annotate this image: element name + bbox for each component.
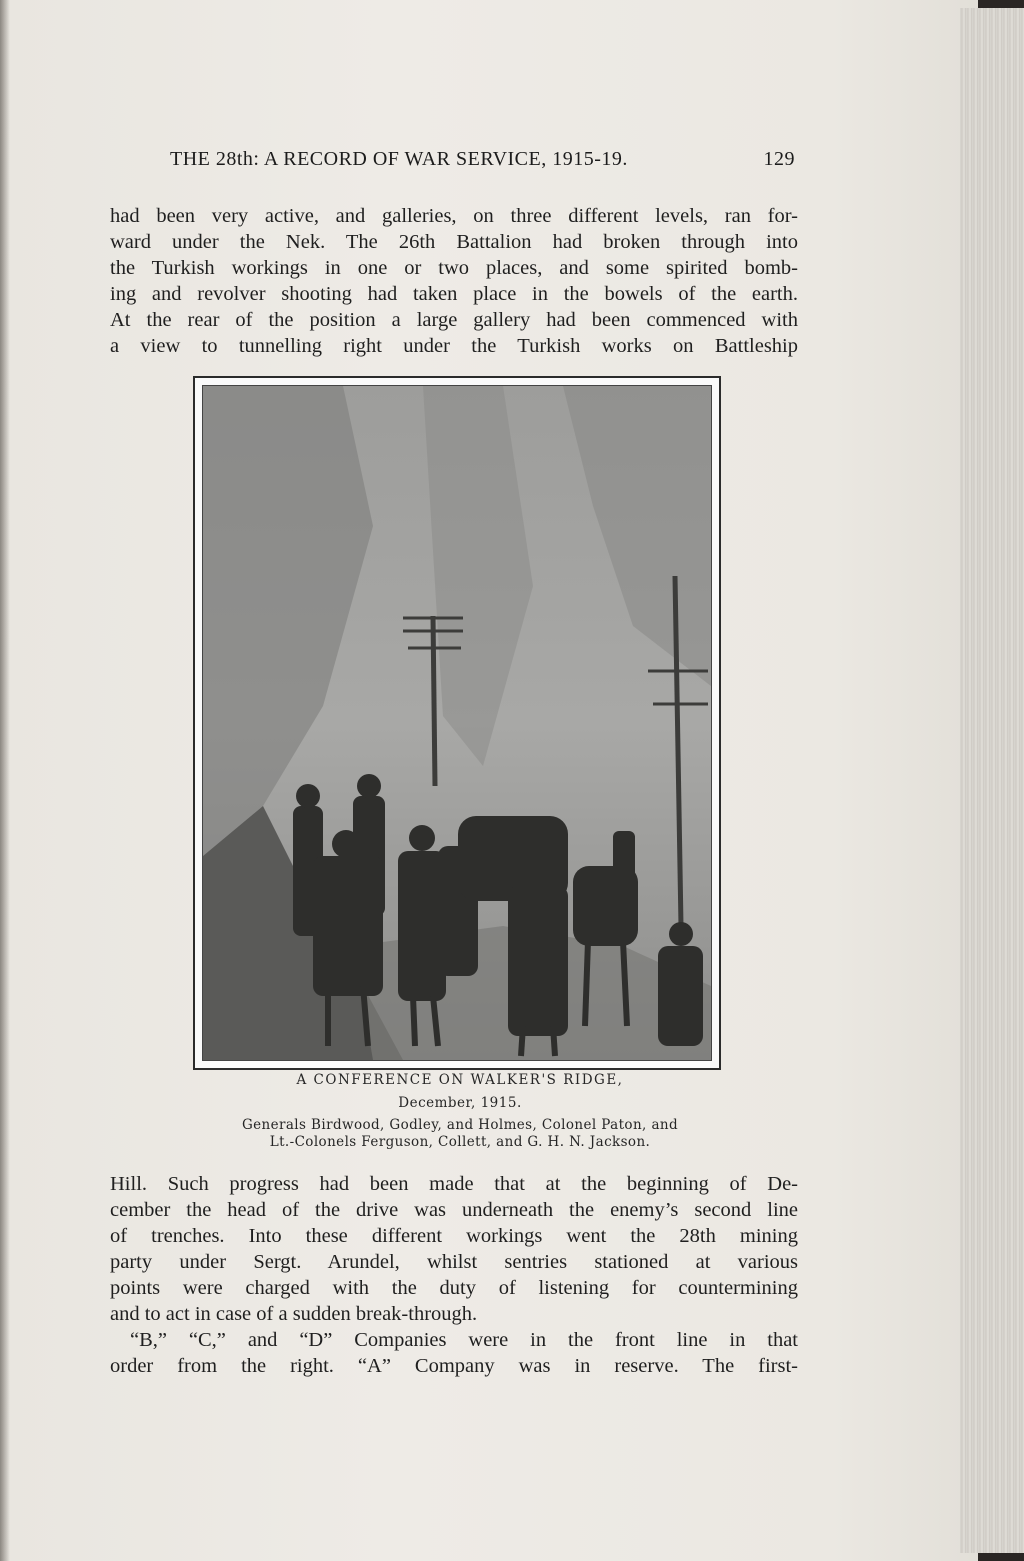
paragraph-b	[110, 1171, 798, 1327]
photograph-frame	[193, 376, 721, 1070]
text-line: “B,” “C,” and “D” Companies were in the front line in that	[130, 1329, 798, 1351]
photograph	[202, 385, 712, 1061]
text-line: order from the right. “A” Company was in reserve. The first-	[110, 1355, 798, 1377]
text-line: ing and revolver shooting had taken place in the bowels of the earth.	[110, 283, 798, 305]
figure-caption-title: A CONFERENCE ON WALKER'S RIDGE,	[296, 1072, 624, 1088]
text-line: of trenches. Into these different workings went the 28th mining	[110, 1225, 798, 1247]
caption-line: Lt.-Colonels Ferguson, Collett, and G. H. N. Jackson.	[269, 1134, 651, 1150]
text-line: had been very active, and galleries, on three different levels, ran for-	[110, 205, 798, 227]
text-line: At the rear of the position a large gallery had been commenced with	[110, 309, 798, 331]
paragraph-top	[110, 203, 798, 359]
text-line: party under Sergt. Arundel, whilst sentries stationed at various	[110, 1251, 798, 1273]
text-line: ward under the Nek. The 26th Battalion had broken through into	[110, 231, 798, 253]
running-head	[170, 148, 795, 171]
figure-caption-names	[170, 1117, 750, 1151]
text-line: cember the head of the drive was underneath the enemy’s second line	[110, 1199, 798, 1221]
text-line: a view to tunnelling right under the Turkish works on Battleship	[110, 335, 798, 357]
running-head-title: THE 28th: A RECORD OF WAR SERVICE, 1915-19.	[170, 148, 628, 170]
text-line: points were charged with the duty of listening for countermining	[110, 1277, 798, 1299]
paragraph-c	[110, 1327, 798, 1379]
text-line: and to act in case of a sudden break-through.	[110, 1303, 478, 1325]
page-number: 129	[763, 148, 795, 170]
page-edges	[960, 8, 1024, 1553]
caption-line: Generals Birdwood, Godley, and Holmes, Colonel Paton, and	[241, 1117, 679, 1133]
text-line: Hill. Such progress had been made that at the beginning of De-	[110, 1173, 798, 1195]
figure-caption-date: December, 1915.	[398, 1095, 522, 1111]
photograph-image	[203, 386, 711, 1060]
binding-shadow	[0, 0, 10, 1561]
text-line: the Turkish workings in one or two places, and some spirited bomb-	[110, 257, 798, 279]
